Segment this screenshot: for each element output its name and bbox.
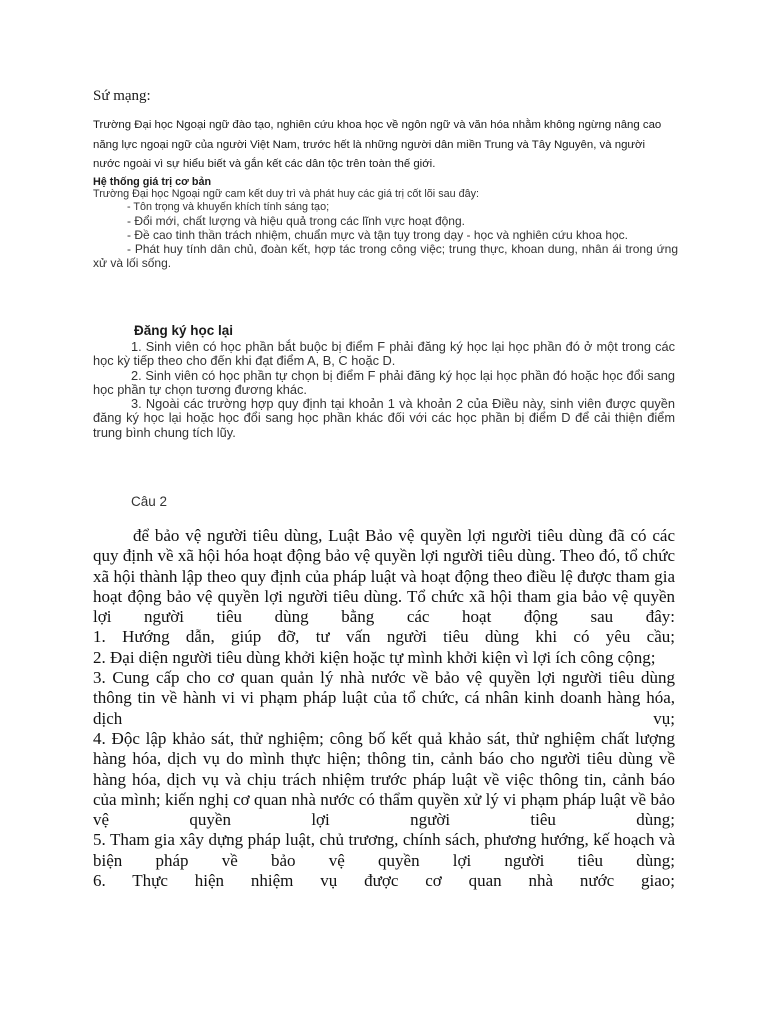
answer-item: 4. Độc lập khảo sát, thử nghiệm; công bố kết quả khảo sát, thử nghiệm chất lượng hàng hóa, dịch vụ do mình thực hiện; thông tin, cảnh báo cho người tiêu dùng về hàng hóa, dịch vụ và chịu trách nhiệm trước pháp luật về việc thông tin, cảnh báo của mình; kiến nghị cơ quan nhà nước có thẩm quyền xử lý vi phạm pháp luật về bảo vệ quyền lợi người tiêu dùng; xyxy=(93,728,675,830)
values-item: - Tôn trọng và khuyến khích tính sáng tạo; xyxy=(127,201,330,213)
question-answer-body xyxy=(93,526,675,891)
answer-item: 6. Thực hiện nhiệm vụ được cơ quan nhà nước giao; xyxy=(93,871,675,891)
values-item: - Đổi mới, chất lượng và hiệu quả trong các lĩnh vực hoạt động. xyxy=(127,214,465,228)
answer-item: 5. Tham gia xây dựng pháp luật, chủ trương, chính sách, phương hướng, kế hoạch và biện pháp về bảo vệ quyền lợi người tiêu dùng; xyxy=(93,830,675,870)
mission-paragraph: Trường Đại học Ngoại ngữ đào tạo, nghiên cứu khoa học về ngôn ngữ và văn hóa nhằm không ngừng nâng cao năng lực ngoại ngữ của người Việt Nam, trước hết là những người dân miền Trung và Tây Nguyên, và người nước ngoài vì sự hiểu biết và gắn kết các dân tộc trên toàn thế giới. xyxy=(93,119,662,170)
values-item: - Đề cao tinh thần trách nhiệm, chuẩn mực và tận tụy trong dạy - học và nghiên cứu khoa học. xyxy=(127,228,629,242)
values-list xyxy=(93,200,678,270)
retake-heading: Đăng ký học lại xyxy=(134,323,234,338)
question-label: Câu 2 xyxy=(131,494,168,509)
retake-item: 2. Sinh viên có học phần tự chọn bị điểm F phải đăng ký học lại học phần đó hoặc học đổi sang học phần tự chọn tương đương khác. xyxy=(93,367,675,397)
values-item: - Phát huy tính dân chủ, đoàn kết, hợp tác trong công việc; trung thực, khoan dung, nhân ái trong ứng xử và lối sống. xyxy=(93,242,678,270)
answer-item: 3. Cung cấp cho cơ quan quản lý nhà nước về bảo vệ quyền lợi người tiêu dùng thông tin về hành vi vi phạm pháp luật của tổ chức, cá nhân kinh doanh hàng hóa, dịch vụ; xyxy=(93,668,675,728)
retake-list xyxy=(93,340,675,440)
values-heading: Hệ thống giá trị cơ bản xyxy=(93,176,212,188)
answer-intro-paragraph: để bảo vệ người tiêu dùng, Luật Bảo vệ quyền lợi người tiêu dùng đã có các quy định về xã hội hóa hoạt động bảo vệ quyền lợi người tiêu dùng. Theo đó, tổ chức xã hội thành lập theo quy định của pháp luật và hoạt động theo điều lệ được tham gia hoạt động bảo vệ quyền lợi người tiêu dùng. Tổ chức xã hội tham gia bảo vệ quyền lợi người tiêu dùng bằng các hoạt động sau đây: xyxy=(93,526,675,627)
retake-item: 1. Sinh viên có học phần bắt buộc bị điểm F phải đăng ký học lại học phần đó ở một trong các học kỳ tiếp theo cho đến khi đạt điểm A, B, C hoặc D. xyxy=(93,339,675,369)
mission-heading: Sứ mạng: xyxy=(93,88,151,104)
answer-item: 1. Hướng dẫn, giúp đỡ, tư vấn người tiêu dùng khi có yêu cầu; xyxy=(93,627,675,647)
values-intro: Trường Đại học Ngoại ngữ cam kết duy trì và phát huy các giá trị cốt lõi sau đây: xyxy=(93,188,480,200)
retake-item: 3. Ngoài các trường hợp quy định tại khoản 1 và khoản 2 của Điều này, sinh viên được quyền đăng ký học lại hoặc học đổi sang học phần khác đối với các học phần bị điểm D để cải thiện điểm trung bình chung tích lũy. xyxy=(93,396,675,440)
answer-item: 2. Đại diện người tiêu dùng khởi kiện hoặc tự mình khởi kiện vì lợi ích công cộng; xyxy=(93,647,656,667)
